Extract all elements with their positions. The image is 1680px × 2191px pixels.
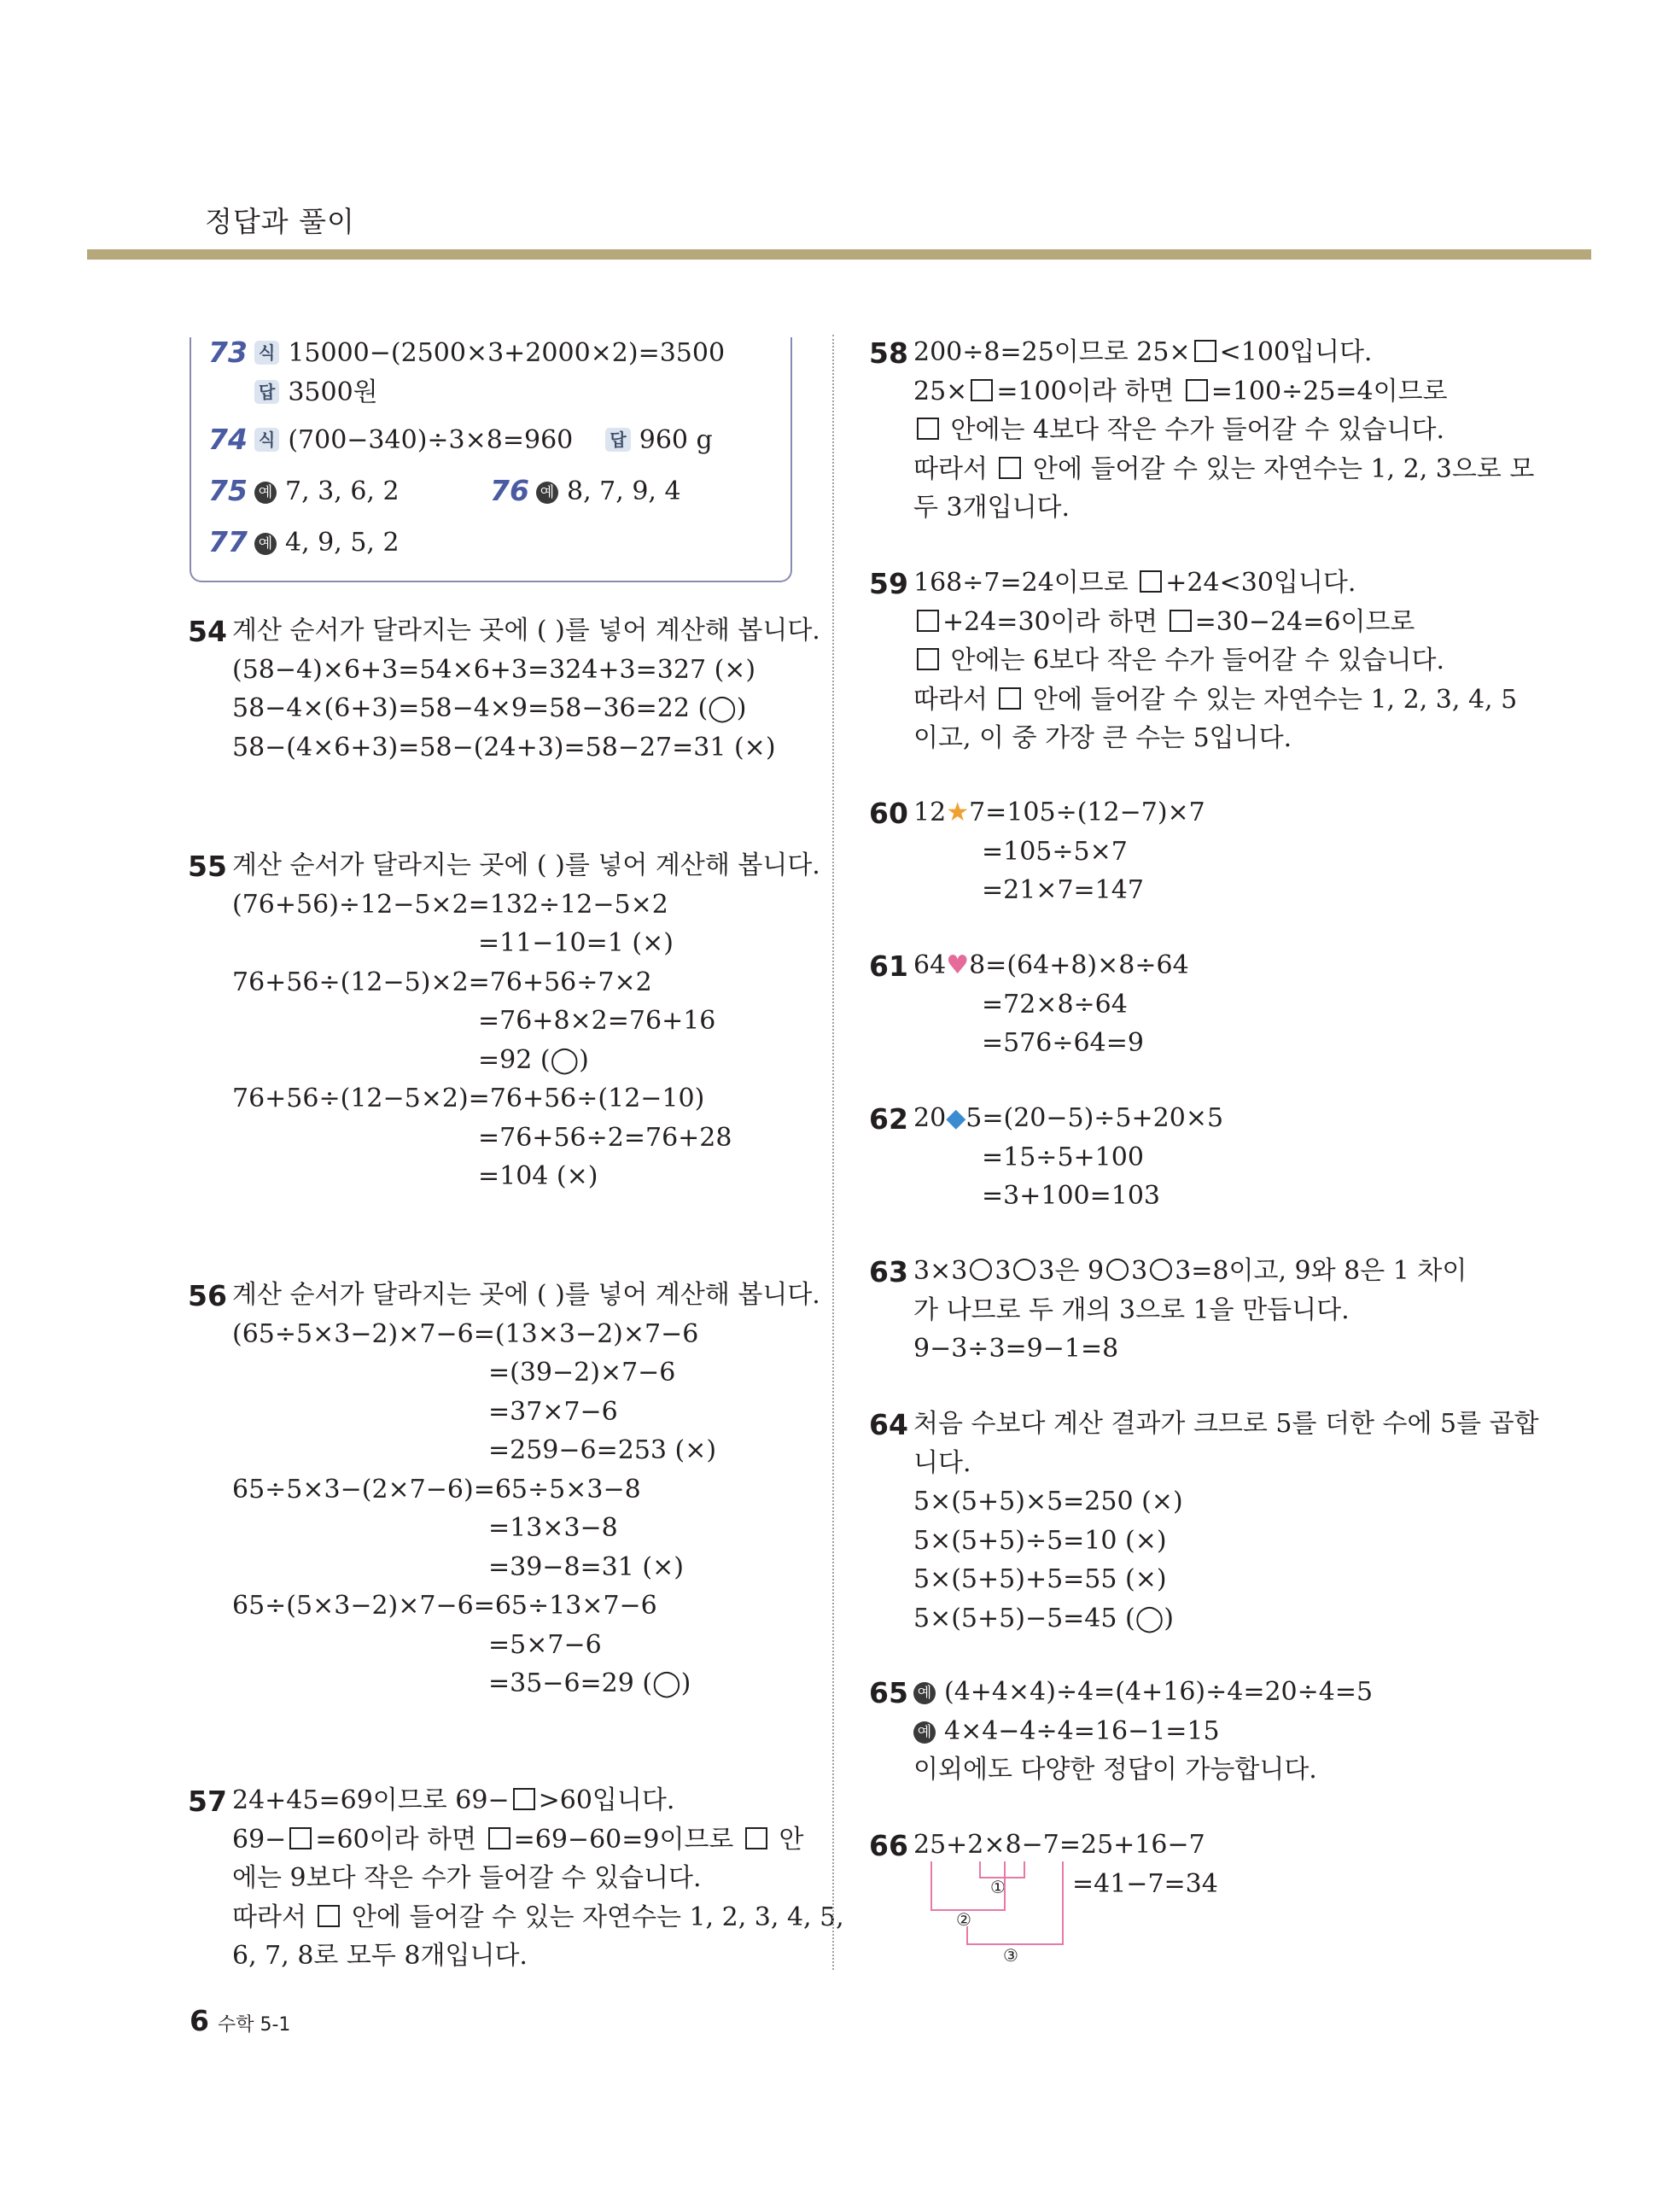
problem-number-63: 63 — [869, 1255, 908, 1288]
blank-box — [745, 1827, 767, 1849]
p59-text: +24<30입니다. — [1165, 568, 1356, 598]
problem-number-75: 75 — [208, 474, 248, 507]
problem-77 — [254, 523, 400, 563]
p58-text: 따라서 — [913, 453, 996, 484]
p65-text: 이외에도 다양한 정답이 가능합니다. — [913, 1755, 1317, 1785]
p54-line: (58−4)×6+3=54×6+3=324+3=327 (×) — [232, 654, 756, 685]
bracket-3-left — [966, 1926, 968, 1943]
problem-number-60: 60 — [869, 797, 908, 830]
book-title: 수학 5-1 — [217, 2014, 291, 2036]
dap-tag: 답 — [605, 428, 630, 452]
p60-text: 12 — [913, 798, 947, 827]
p77-answer: 4, 9, 5, 2 — [285, 528, 400, 558]
p54-line: 계산 순서가 달라지는 곳에 ( )를 넣어 계산해 봅니다. — [232, 616, 820, 646]
p64-text: 5×(5+5)−5=45 (◯) — [913, 1603, 1174, 1633]
problem-62 — [913, 1099, 1223, 1216]
problem-number-62: 62 — [869, 1102, 908, 1136]
problem-number-56: 56 — [188, 1279, 227, 1312]
problem-56 — [232, 1276, 820, 1703]
step-3-label: ③ — [1003, 1945, 1018, 1966]
blank-box — [488, 1827, 510, 1849]
p57-text: 에는 9보다 작은 수가 들어갈 수 있습니다. — [232, 1863, 702, 1893]
p54-line: 58−4×(6+3)=58−4×9=58−36=22 (◯) — [232, 693, 747, 723]
p58-text: 안에 들어갈 수 있는 자연수는 1, 2, 3으로 모 — [1024, 453, 1535, 484]
problem-73 — [254, 334, 725, 412]
ye-mark: 예 — [913, 1721, 936, 1744]
p62-text: =15÷5+100 — [982, 1142, 1144, 1172]
p63-text: 3=8이고, 9와 8은 1 차이 — [1175, 1256, 1467, 1286]
problem-61 — [913, 946, 1189, 1063]
p56-line: =35−6=29 (◯) — [488, 1668, 691, 1698]
problem-number-76: 76 — [490, 474, 529, 507]
ye-mark: 예 — [254, 533, 277, 555]
p57-text: 6, 7, 8로 모두 8개입니다. — [232, 1941, 528, 1971]
p61-text: 64 — [913, 950, 947, 980]
problem-number-66: 66 — [869, 1829, 908, 1862]
p56-line: =5×7−6 — [488, 1629, 602, 1660]
p56-line: (65÷5×3−2)×7−6=(13×3−2)×7−6 — [232, 1318, 699, 1349]
p58-text: 25× — [913, 376, 968, 406]
problem-58 — [913, 333, 1534, 528]
p55-line: 76+56÷(12−5)×2=76+56÷7×2 — [232, 967, 652, 997]
p56-line: 65÷(5×3−2)×7−6=65÷13×7−6 — [232, 1591, 657, 1621]
diamond-icon: ◆ — [946, 1103, 966, 1133]
problem-75 — [254, 472, 400, 511]
star-icon: ★ — [946, 798, 970, 827]
p56-line: =37×7−6 — [488, 1396, 618, 1427]
page-number: 6 — [190, 2004, 209, 2037]
p57-text: 69− — [232, 1824, 287, 1855]
blank-circle — [1013, 1259, 1035, 1281]
column-divider — [832, 335, 834, 1970]
blank-box — [318, 1905, 340, 1927]
p58-text: 두 3개입니다. — [913, 493, 1070, 523]
header-rule — [87, 249, 1591, 260]
p57-text: 안 — [770, 1824, 804, 1855]
p57-text: 24+45=69이므로 69− — [232, 1785, 510, 1815]
problem-60 — [913, 793, 1205, 910]
p55-line: =76+8×2=76+16 — [478, 1006, 716, 1036]
p54-line: 58−(4×6+3)=58−(24+3)=58−27=31 (×) — [232, 732, 776, 762]
p63-text: 9−3÷3=9−1=8 — [913, 1334, 1119, 1364]
problem-63 — [913, 1252, 1467, 1369]
problem-number-77: 77 — [208, 525, 248, 558]
p74-answer: 960 g — [639, 425, 713, 455]
sik-tag: 식 — [254, 341, 279, 365]
p66-text: 25+2×8−7=25+16−7 — [913, 1830, 1205, 1860]
problem-number-64: 64 — [869, 1408, 908, 1441]
p56-line: =13×3−8 — [488, 1513, 618, 1543]
problem-number-61: 61 — [869, 949, 908, 983]
p59-text: 안에는 6보다 작은 수가 들어갈 수 있습니다. — [942, 646, 1445, 675]
problem-number-57: 57 — [188, 1785, 227, 1818]
p64-text: 5×(5+5)÷5=10 (×) — [913, 1525, 1167, 1556]
blank-box — [971, 379, 993, 401]
blank-box — [1140, 570, 1162, 593]
p59-text: =30−24=6이므로 — [1194, 606, 1415, 637]
p63-text: 가 나므로 두 개의 3으로 1을 만듭니다. — [913, 1294, 1350, 1325]
blank-circle — [970, 1259, 992, 1281]
p55-line: 계산 순서가 달라지는 곳에 ( )를 넣어 계산해 봅니다. — [232, 850, 820, 880]
p55-line: =104 (×) — [478, 1161, 598, 1191]
blank-circle — [1106, 1259, 1129, 1281]
p61-text: =72×8÷64 — [982, 989, 1128, 1020]
ye-mark: 예 — [913, 1682, 936, 1704]
p74-expr: (700−340)÷3×8=960 — [288, 425, 574, 455]
p59-text: 이고, 이 중 가장 큰 수는 5입니다. — [913, 723, 1292, 753]
page-footer — [190, 2004, 290, 2037]
blank-circle — [1150, 1259, 1172, 1281]
p64-text: 니다. — [913, 1447, 971, 1478]
problem-number-58: 58 — [869, 336, 908, 370]
p56-line: =39−8=31 (×) — [488, 1551, 684, 1582]
p59-text: 따라서 — [913, 684, 996, 715]
p62-text: 5=(20−5)÷5+20×5 — [965, 1103, 1224, 1133]
p73-expr: 15000−(2500×3+2000×2)=3500 — [288, 338, 726, 368]
p55-line: =92 (◯) — [478, 1044, 589, 1075]
p58-text: =100÷25=4이므로 — [1210, 376, 1448, 406]
blank-box — [917, 610, 939, 632]
p59-text: 168÷7=24이므로 — [913, 568, 1137, 598]
p60-text: =21×7=147 — [982, 875, 1144, 905]
problem-57 — [232, 1781, 844, 1976]
problem-number-73: 73 — [208, 336, 248, 369]
p58-text: 안에는 4보다 작은 수가 들어갈 수 있습니다. — [942, 415, 1445, 445]
p75-answer: 7, 3, 6, 2 — [285, 476, 400, 506]
p61-text: 8=(64+8)×8÷64 — [969, 950, 1189, 980]
p59-text: 안에 들어갈 수 있는 자연수는 1, 2, 3, 4, 5 — [1024, 684, 1518, 715]
p73-answer: 3500원 — [288, 377, 378, 407]
p62-text: 20 — [913, 1103, 947, 1133]
blank-box — [1170, 610, 1192, 632]
blank-box — [1186, 379, 1208, 401]
blank-box — [917, 648, 939, 670]
page-header-title: 정답과 풀이 — [205, 205, 355, 238]
p64-text: 5×(5+5)+5=55 (×) — [913, 1564, 1167, 1594]
problem-54 — [232, 611, 820, 767]
p62-text: =3+100=103 — [982, 1181, 1161, 1211]
p57-text: =60이라 하면 — [315, 1824, 485, 1855]
problem-number-54: 54 — [188, 615, 227, 648]
p56-line: 65÷5×3−(2×7−6)=65÷5×3−8 — [232, 1474, 641, 1504]
step-1-label: ① — [990, 1877, 1006, 1897]
p55-line: (76+56)÷12−5×2=132÷12−5×2 — [232, 889, 668, 920]
p55-line: =76+56÷2=76+28 — [478, 1122, 732, 1153]
ye-mark: 예 — [536, 482, 558, 504]
dap-tag: 답 — [254, 380, 279, 404]
blank-box — [917, 418, 939, 440]
p58-text: =100이라 하면 — [996, 376, 1182, 406]
blank-box — [999, 457, 1021, 479]
heart-icon: ♥ — [946, 950, 970, 980]
p58-text: <100입니다. — [1219, 337, 1373, 367]
p58-text: 200÷8=25이므로 25× — [913, 337, 1191, 367]
problem-number-65: 65 — [869, 1676, 908, 1709]
p64-text: 처음 수보다 계산 결과가 크므로 5를 더한 수에 5를 곱합 — [913, 1409, 1539, 1439]
problem-76 — [536, 472, 681, 511]
p56-line: =(39−2)×7−6 — [488, 1358, 676, 1388]
p56-line: 계산 순서가 달라지는 곳에 ( )를 넣어 계산해 봅니다. — [232, 1280, 820, 1310]
p76-answer: 8, 7, 9, 4 — [567, 476, 681, 506]
p57-text: 안에 들어갈 수 있는 자연수는 1, 2, 3, 4, 5, — [343, 1902, 844, 1932]
p57-text: 따라서 — [232, 1902, 315, 1932]
p60-text: =105÷5×7 — [982, 836, 1128, 867]
problem-59 — [913, 564, 1517, 758]
blank-box — [1194, 340, 1216, 362]
blank-box — [513, 1788, 535, 1810]
step-2-label: ② — [956, 1909, 971, 1930]
p57-text: =69−60=9이므로 — [513, 1824, 742, 1855]
blank-box — [289, 1827, 312, 1849]
sik-tag: 식 — [254, 428, 279, 452]
p59-text: +24=30이라 하면 — [942, 606, 1166, 637]
p65-text: 4×4−4÷4=16−1=15 — [944, 1715, 1220, 1746]
p61-text: =576÷64=9 — [982, 1028, 1144, 1058]
problem-number-74: 74 — [208, 423, 248, 456]
problem-55 — [232, 846, 820, 1196]
p57-text: >60입니다. — [538, 1785, 675, 1815]
p60-text: 7=105÷(12−7)×7 — [969, 798, 1205, 827]
bracket-3 — [966, 1861, 1064, 1945]
p66-text: =41−7=34 — [1072, 1868, 1218, 1899]
p63-text: 3×3 — [913, 1256, 968, 1286]
p55-line: =11−10=1 (×) — [478, 928, 674, 958]
p63-text: 3 — [1131, 1256, 1148, 1286]
problem-number-59: 59 — [869, 567, 908, 600]
ye-mark: 예 — [254, 482, 277, 504]
problem-64 — [913, 1405, 1539, 1638]
p56-line: =259−6=253 (×) — [488, 1435, 717, 1465]
p63-text: 3 — [995, 1256, 1012, 1286]
p55-line: 76+56÷(12−5×2)=76+56÷(12−10) — [232, 1084, 705, 1113]
p64-text: 5×(5+5)×5=250 (×) — [913, 1487, 1183, 1516]
blank-box — [999, 687, 1021, 710]
problem-number-55: 55 — [188, 850, 227, 883]
p63-text: 3은 9 — [1038, 1256, 1105, 1286]
p65-text: (4+4×4)÷4=(4+16)÷4=20÷4=5 — [944, 1677, 1374, 1707]
problem-65 — [913, 1673, 1373, 1790]
problem-74 — [254, 421, 713, 460]
